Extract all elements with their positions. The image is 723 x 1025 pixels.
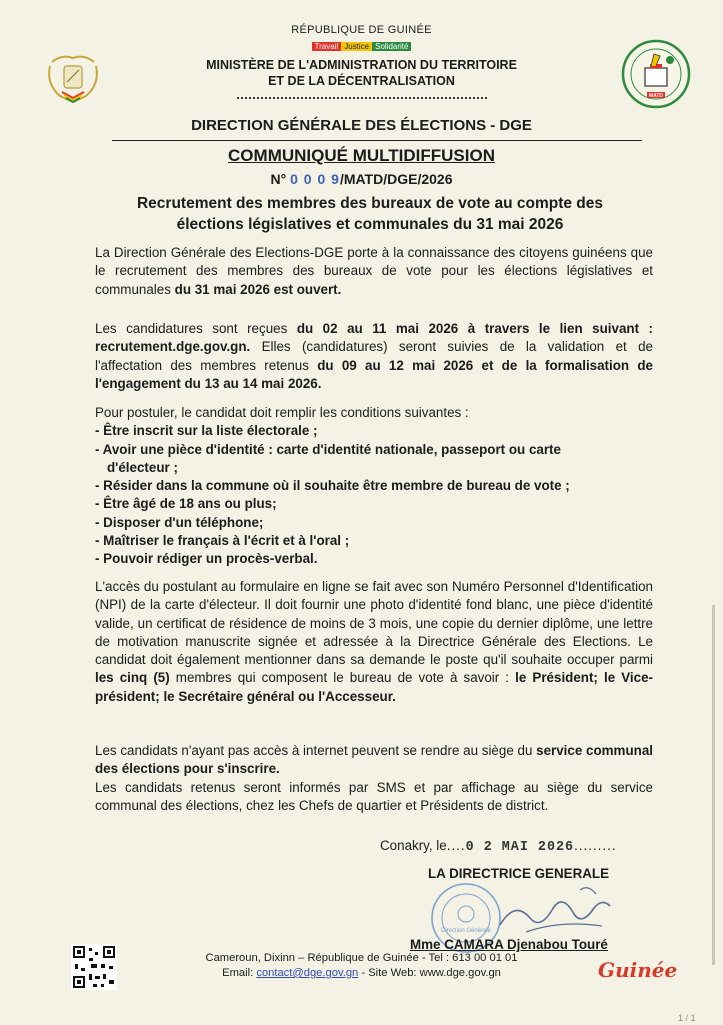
signature-icon: [470, 880, 630, 940]
motto-justice: Justice: [341, 42, 372, 51]
signatory-title: LA DIRECTRICE GENERALE: [428, 866, 610, 881]
handwritten-ref-number: 0 0 0 9: [290, 171, 340, 187]
communique-title: COMMUNIQUÉ MULTIDIFFUSION: [228, 146, 495, 165]
paragraph-notification: Les candidats retenus seront informés par SMS et par affichage au siège du service communal des élections, chez les Chefs de quartier et Présidents de district.: [95, 780, 653, 814]
condition-item: - Être inscrit sur la liste électorale ;: [95, 423, 318, 439]
condition-item: - Pouvoir rédiger un procès-verbal.: [95, 551, 318, 567]
paragraph-announcement: La Direction Générale des Elections-DGE porte à la connaissance des citoyens guinéens que le recrutement des membres des bureaux de vote pour les élections législatives et communales du 31 mai 2026 est ouvert.: [95, 245, 653, 297]
signatory-name: Mme CAMARA Djenabou Touré: [410, 937, 608, 952]
condition-item: - Disposer d'un téléphone;: [95, 514, 264, 530]
footer-address: Cameroun, Dixinn – République de Guinée - Tel : 613 00 01 01: [205, 952, 518, 964]
republic-title: RÉPUBLIQUE DE GUINÉE: [291, 24, 432, 36]
scan-edge: [712, 605, 715, 965]
header-rule: [112, 140, 642, 141]
condition-item: - Résider dans la commune où il souhaite être membre de bureau de vote ;: [95, 478, 570, 494]
conditions-intro: Pour postuler, le candidat doit remplir les conditions suivantes :: [95, 405, 469, 420]
svg-text:Direction Générale: Direction Générale: [440, 928, 492, 934]
motto-travail: Travail: [312, 42, 342, 51]
footer-web: Email: contact@dge.gov.gn - Site Web: www.dge.gov.gn: [222, 967, 501, 979]
paragraph-offline: Les candidats n'ayant pas accès à internet peuvent se rendre au siège du service communal des élections pour s'inscrire.: [95, 743, 653, 777]
national-motto: [312, 41, 412, 52]
dotted-separator: [237, 97, 487, 99]
condition-item: - Être âgé de 18 ans ou plus;: [95, 496, 277, 512]
communique-subject: Recrutement des membres des bureaux de vote au compte des élections législatives et communales du 31 mai 2026: [136, 195, 604, 233]
page-indicator: 1 / 1: [678, 1013, 696, 1023]
handwritten-date: 0 2 MAI 2026: [465, 840, 575, 855]
paragraph-application: L'accès du postulant au formulaire en ligne se fait avec son Numéro Personnel d'Identification (NPI) de la carte d'électeur. Il doit fournir une photo d'identité fond blanc, une pièce d'identité valide, un certificat de résidence de moins de 3 mois, une copie du dernier diplôme, une lettre de motivation manuscrite signée et adressée à la Directrice Générale des Elections. Le candidat doit également mentionner dans sa demande le poste qu'il souhaite occuper parmi les cinq (5) membres qui composent le bureau de vote à savoir : le Président; le Vice-président; le Secrétaire général ou l'Accesseur.: [95, 579, 654, 704]
ministry-name: MINISTÈRE DE L'ADMINISTRATION DU TERRITOIRE ET DE LA DÉCENTRALISATION: [206, 58, 517, 88]
guinee-brand-logo: Guinée: [598, 958, 678, 982]
condition-item: - Avoir une pièce d'identité : carte d'identité nationale, passeport ou carte: [95, 441, 561, 457]
paragraph-dates: Les candidatures sont reçues du 02 au 11 mai 2026 à travers le lien suivant : recrutement.dge.gov.gn. Elles (candidatures) seront suivies de la validation et de l'affectation des membres retenus du 09 au 12 mai 2026 et de la formalisation de l'engagement du 13 au 14 mai 2026.: [95, 321, 654, 391]
condition-item: - Maîtriser le français à l'écrit et à l'oral ;: [95, 533, 350, 549]
motto-solidarite: Solidarité: [372, 42, 411, 51]
svg-text:MATD: MATD: [648, 93, 664, 99]
direction-title: DIRECTION GÉNÉRALE DES ÉLECTIONS - DGE: [191, 117, 532, 134]
conditions-section: [95, 404, 653, 569]
email-link[interactable]: contact@dge.gov.gn: [256, 967, 359, 979]
place-date: Conakry, le....0 2 MAI 2026.........: [380, 838, 617, 855]
condition-item-continued: d'électeur ;: [107, 459, 178, 475]
letterhead: [0, 24, 723, 99]
reference-number: N° 0 0 0 9/MATD/DGE/2026: [270, 171, 453, 187]
